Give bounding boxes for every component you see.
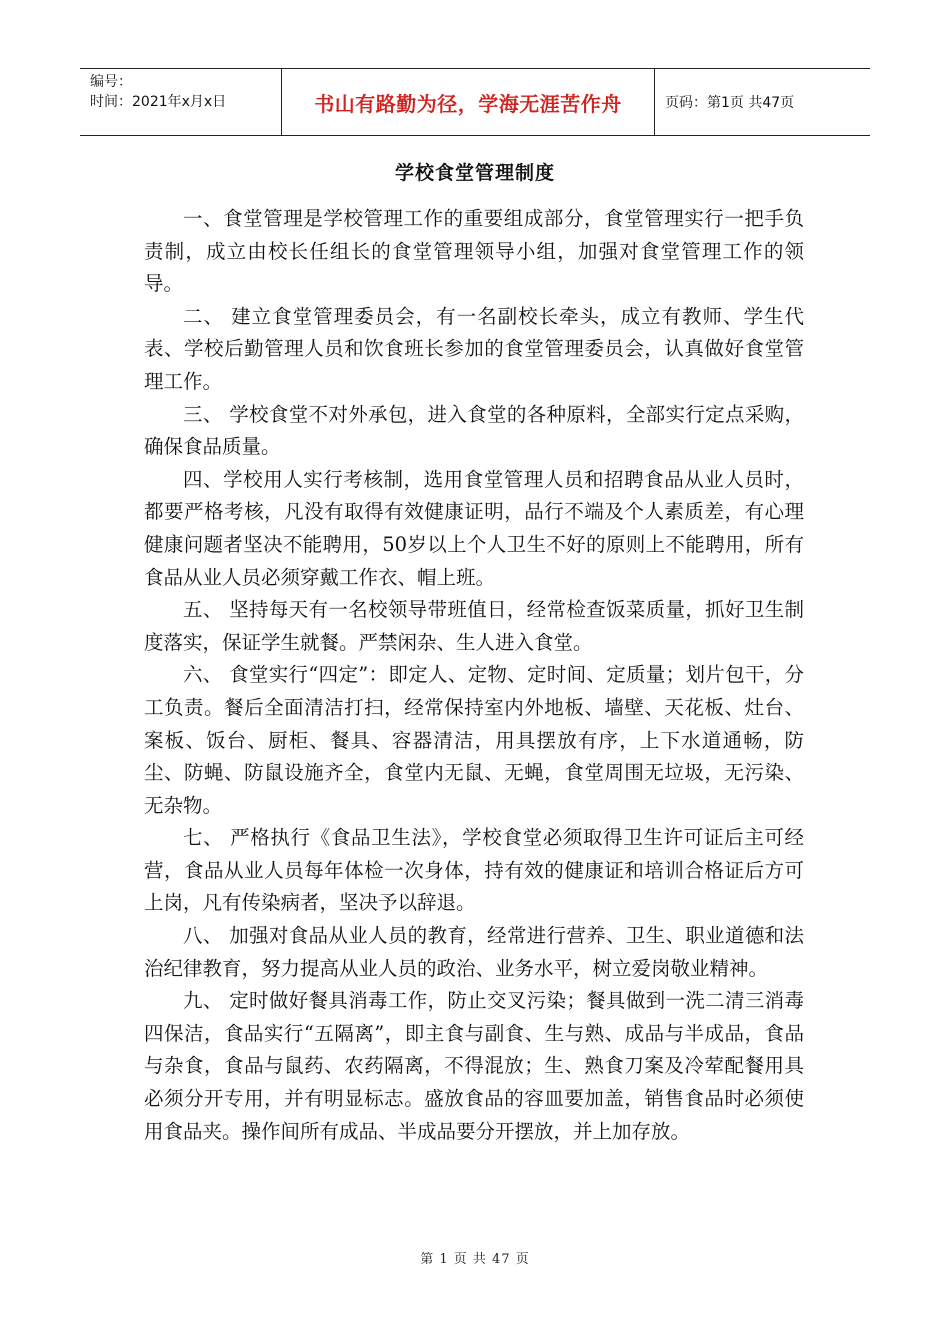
document-body	[144, 203, 804, 1148]
paragraph: 八、 加强对食品从业人员的教育，经常进行营养、卫生、职业道德和法治纪律教育，努力提高从业人员的政治、业务水平，树立爱岗敬业精神。	[144, 924, 804, 980]
page-footer: 第 1 页 共 47 页	[420, 1252, 530, 1267]
document-time-label: 时间：2021年x月x日	[90, 94, 227, 110]
paragraph: 九、 定时做好餐具消毒工作，防止交叉污染；餐具做到一洗二清三消毒四保洁，食品实行“五隔离”，即主食与副食、生与熟、成品与半成品，食品与杂食，食品与鼠药、农药隔离，不得混放；生、熟食刀案及冷荤配餐用具必须分开专用，并有明显标志。盛放食品的容皿要加盖，销售食品时必须使用食品夹。操作间所有成品、半成品要分开摆放，并上加存放。	[144, 989, 804, 1143]
header-meta-cell	[80, 69, 282, 135]
paragraph: 六、 食堂实行“四定”：即定人、定物、定时间、定质量；划片包干，分工负责。餐后全面清洁打扫，经常保持室内外地板、墙壁、天花板、灶台、案板、饭台、厨柜、餐具、容器清洁，用具摆放有序，上下水道通畅，防尘、防蝇、防鼠设施齐全，食堂内无鼠、无蝇，食堂周围无垃圾，无污染、无杂物。	[144, 663, 804, 817]
paragraph: 三、 学校食堂不对外承包，进入食堂的各种原料，全部实行定点采购，确保食品质量。	[144, 402, 804, 459]
paragraph: 二、 建立食堂管理委员会，有一名副校长牵头，成立有教师、学生代表、学校后勤管理人员和饮食班长参加的食堂管理委员会，认真做好食堂管理工作。	[144, 304, 804, 393]
paragraph: 五、 坚持每天有一名校领导带班值日，经常检查饭菜质量，抓好卫生制度落实，保证学生就餐。严禁闲杂、生人进入食堂。	[144, 598, 804, 654]
document-title: 学校食堂管理制度	[394, 162, 555, 184]
paragraph: 七、 严格执行《食品卫生法》，学校食堂必须取得卫生许可证后主可经营，食品从业人员每年体检一次身体，持有效的健康证和培训合格证后方可上岗，凡有传染病者，坚决予以辞退。	[144, 826, 804, 915]
document-number-label: 编号：	[90, 74, 132, 90]
document-header	[80, 68, 870, 136]
header-motto: 书山有路勤为径，学海无涯苦作舟	[282, 69, 655, 135]
header-page-info: 页码：第1页 共47页	[665, 95, 795, 111]
paragraph: 一、食堂管理是学校管理工作的重要组成部分，食堂管理实行一把手负责制，成立由校长任组长的食堂管理领导小组，加强对食堂管理工作的领导。	[144, 207, 804, 296]
paragraph: 四、学校用人实行考核制，选用食堂管理人员和招聘食品从业人员时，都要严格考核，凡没有取得有效健康证明，品行不端及个人素质差，有心理健康问题者坚决不能聘用，50岁以上个人卫生不好的原则上不能聘用，所有食品从业人员必须穿戴工作衣、帽上班。	[144, 467, 804, 589]
